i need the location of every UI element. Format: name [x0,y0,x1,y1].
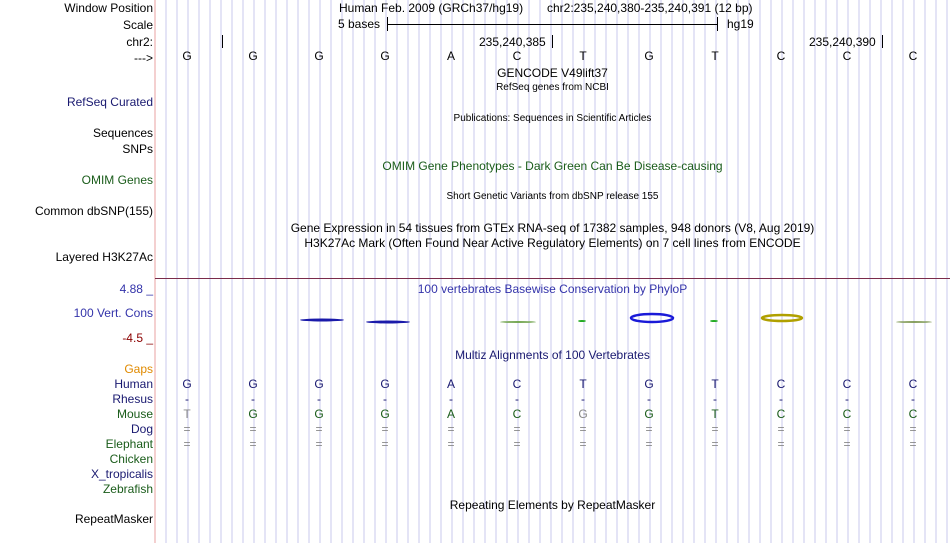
coord-label-1: 235,240,385 [479,35,546,49]
sequence-base: G [644,49,654,63]
rhesus-base: - [581,392,585,406]
phylop-logo [0,310,950,330]
sequence-base: G [314,49,324,63]
sequence-base: C [908,49,918,63]
alignment-row-elephant [0,437,950,451]
phylop-mark [366,321,410,324]
human-base: T [711,377,719,391]
human-base: G [182,377,192,391]
elephant-base: = [315,437,323,451]
elephant-base: = [183,437,191,451]
elephant-base: = [249,437,257,451]
alignment-row-human [0,377,950,391]
snps-label[interactable]: SNPs [122,142,153,156]
sequence-base: C [842,49,852,63]
phylop-mark [896,321,932,323]
mouse-base: G [578,407,588,421]
elephant-base: = [447,437,455,451]
phylop-mark [631,314,673,322]
rhesus-base: - [317,392,321,406]
phylop-mark [578,320,586,322]
omim-title: OMIM Gene Phenotypes - Dark Green Can Be Disease-causing [382,159,723,173]
mouse-base: G [644,407,654,421]
assembly-text: Human Feb. 2009 (GRCh37/hg19) [339,1,524,15]
scale-bar [387,24,717,25]
dog-base: = [645,422,653,436]
h3k27ac-label[interactable]: Layered H3K27Ac [55,250,153,264]
scale-text: 5 bases [338,17,381,31]
human-base: T [579,377,587,391]
elephant-base: = [711,437,719,451]
mouse-label[interactable]: Mouse [116,407,153,421]
refseq-label[interactable]: RefSeq Curated [66,95,153,109]
coord-label-2: 235,240,390 [809,35,876,49]
dog-base: = [711,422,719,436]
rhesus-base: - [779,392,783,406]
rhesus-base: - [449,392,453,406]
rhesus-base: - [383,392,387,406]
elephant-base: = [843,437,851,451]
scale-bar-left-tick [387,17,388,31]
dbsnp-label[interactable]: Common dbSNP(155) [34,204,153,218]
dog-base: = [381,422,389,436]
dog-base: = [579,422,587,436]
human-label[interactable]: Human [114,377,153,391]
mouse-base: C [842,407,852,421]
mouse-base: C [908,407,918,421]
coord-tick-1 [552,35,553,48]
dog-base: = [447,422,455,436]
rhesus-base: - [647,392,651,406]
phylop-mark [762,315,802,321]
phylop-mark [710,320,718,322]
human-base: C [512,377,522,391]
rhesus-label[interactable]: Rhesus [112,392,153,406]
sequence-base: G [380,49,390,63]
cons-min-label: -4.5 _ [122,331,153,345]
strand-arrow-label[interactable]: ---> [134,51,153,65]
coord-tick-start [222,35,223,48]
repeatmasker-label[interactable]: RepeatMasker [74,512,153,526]
dog-base: = [777,422,785,436]
rhesus-base: - [713,392,717,406]
human-base: G [644,377,654,391]
chicken-label[interactable]: Chicken [109,452,153,466]
mouse-base: T [183,407,191,421]
alignment-row-dog [0,422,950,436]
sequence-base: C [512,49,522,63]
elephant-base: = [513,437,521,451]
window-position-label: Window Position [64,1,153,15]
mouse-base: G [380,407,390,421]
gtex-title: Gene Expression in 54 tissues from GTEx RNA-seq of 17382 samples, 948 donors (V8, Aug 2019) [290,221,815,235]
dog-base: = [843,422,851,436]
coord-tick-2 [882,35,883,48]
xtropicalis-label[interactable]: X_tropicalis [90,467,153,481]
mouse-base: G [248,407,258,421]
gaps-label[interactable]: Gaps [124,362,153,376]
mouse-base: C [512,407,522,421]
elephant-base: = [645,437,653,451]
rhesus-base: - [515,392,519,406]
rhesus-base: - [185,392,189,406]
track-separator [155,278,950,279]
mouse-base: C [776,407,786,421]
human-base: G [380,377,390,391]
zebrafish-label[interactable]: Zebrafish [102,482,153,496]
phylop-title: 100 vertebrates Basewise Conservation by PhyloP [417,282,688,296]
dog-base: = [183,422,191,436]
omim-label[interactable]: OMIM Genes [81,173,153,187]
refseq-genes-title: RefSeq genes from NCBI [496,82,609,93]
publications-title: Publications: Sequences in Scientific Articles [453,113,652,124]
repeatmasker-title: Repeating Elements by RepeatMasker [449,498,656,512]
multiz-title: Multiz Alignments of 100 Vertebrates [455,348,650,362]
sequence-row [0,49,950,63]
position-text[interactable]: chr2:235,240,380-235,240,391 (12 bp) [547,1,753,15]
scale-db: hg19 [727,17,754,31]
scale-bar-right-tick [717,17,718,31]
dog-label[interactable]: Dog [130,422,153,436]
mouse-base: G [314,407,324,421]
dog-base: = [909,422,917,436]
sequence-base: G [182,49,192,63]
sequence-base: C [776,49,786,63]
human-base: G [314,377,324,391]
elephant-label[interactable]: Elephant [105,437,153,451]
elephant-base: = [381,437,389,451]
phylop-mark [300,319,344,322]
rhesus-base: - [251,392,255,406]
rhesus-base: - [911,392,915,406]
sequence-base: G [248,49,258,63]
human-base: C [776,377,786,391]
gencode-title[interactable]: GENCODE V49lift37 [497,66,608,80]
cons-label[interactable]: 100 Vert. Cons [73,306,153,320]
h3k27ac-title: H3K27Ac Mark (Often Found Near Active Regulatory Elements) on 7 cell lines from ENCODE [304,236,801,250]
human-base: C [842,377,852,391]
sequence-base: A [446,49,455,63]
dbsnp-title: Short Genetic Variants from dbSNP release 155 [446,191,659,202]
dog-base: = [315,422,323,436]
sequence-base: T [579,49,587,63]
alignment-row-mouse [0,407,950,421]
elephant-base: = [777,437,785,451]
alignment-row-rhesus [0,392,950,406]
rhesus-base: - [845,392,849,406]
human-base: G [248,377,258,391]
dog-base: = [513,422,521,436]
elephant-base: = [909,437,917,451]
sequence-base: T [711,49,719,63]
dog-base: = [249,422,257,436]
chr-label: chr2: [126,35,153,49]
cons-max-label: 4.88 _ [119,282,153,296]
sequences-label[interactable]: Sequences [92,126,153,140]
human-base: C [908,377,918,391]
human-base: A [446,377,455,391]
phylop-mark [500,321,536,323]
elephant-base: = [579,437,587,451]
mouse-base: T [711,407,719,421]
mouse-base: A [446,407,455,421]
scale-label: Scale [122,18,153,32]
